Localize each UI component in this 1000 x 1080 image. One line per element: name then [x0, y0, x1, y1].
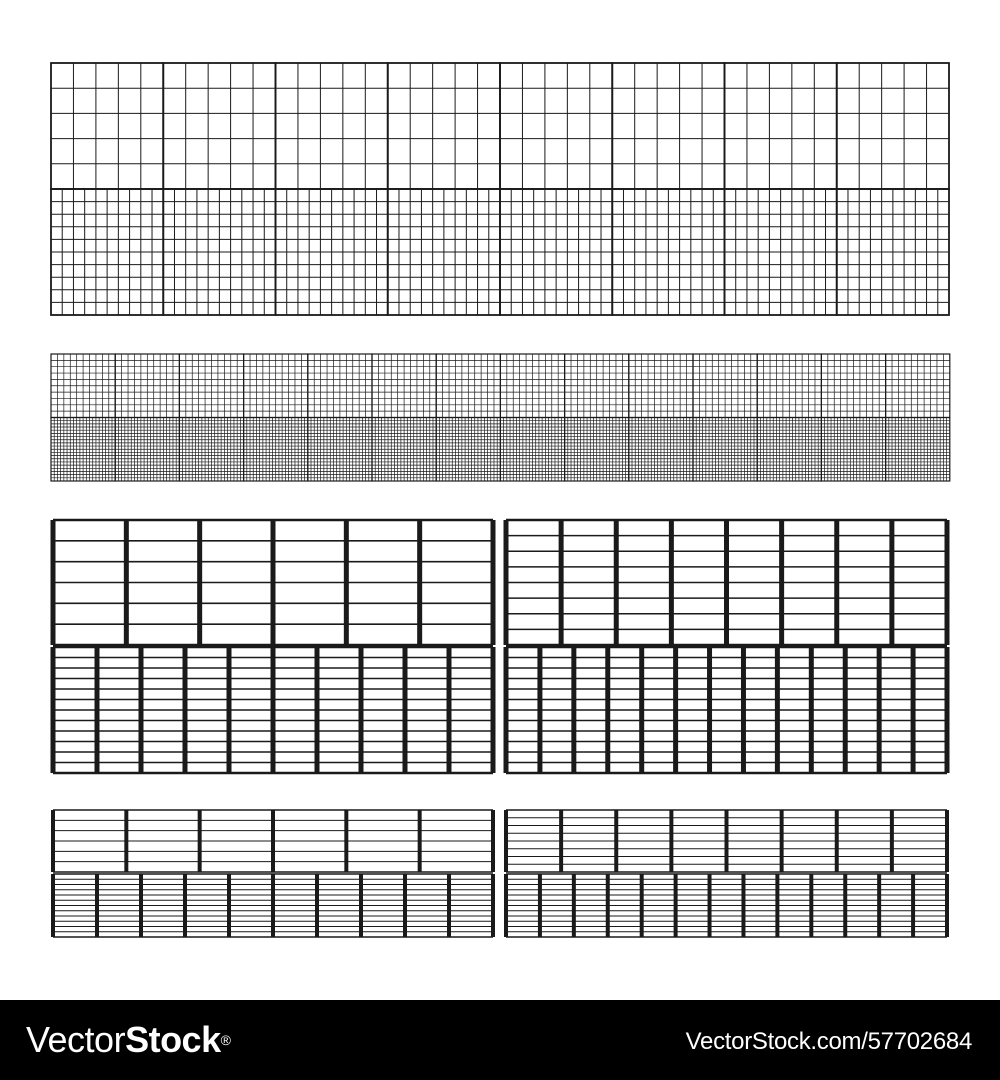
- logo-text-bold: Stock: [125, 1019, 221, 1060]
- grid-swatch-tile: [693, 418, 757, 482]
- grid-swatch-tile: [51, 63, 163, 189]
- grid-swatch-tile: [308, 354, 372, 418]
- grid-swatch-tile: [693, 354, 757, 418]
- tile-border: [51, 63, 163, 189]
- vectorstock-logo: [26, 1018, 230, 1062]
- brick-column-group-heavy: [53, 520, 947, 773]
- grid-swatch-tile: [837, 63, 949, 189]
- grid-swatch-tile: [163, 63, 275, 189]
- grid-swatch-tile: [372, 354, 436, 418]
- grid-swatch-tile: [244, 418, 308, 482]
- watermark-footer: [0, 1000, 1000, 1080]
- grid-swatch-tile: [629, 418, 693, 482]
- grid-swatch-tile: [388, 189, 500, 315]
- grid-swatch-tile: [308, 418, 372, 482]
- grid-swatch-tile: [821, 418, 885, 482]
- brick-swatch-panel: [53, 520, 493, 645]
- grid-swatch-tile: [436, 418, 500, 482]
- grid-swatch-tile: [179, 354, 243, 418]
- grid-swatch-tile: [886, 418, 950, 482]
- brick-swatch-panel: [506, 810, 947, 872]
- grid-swatch-tile: [276, 63, 388, 189]
- square-grid-group-large: [51, 63, 949, 315]
- grid-swatch-tile: [500, 63, 612, 189]
- grid-swatch-tile: [179, 418, 243, 482]
- grid-swatch-tile: [388, 63, 500, 189]
- grid-swatch-tile: [757, 418, 821, 482]
- tile-border: [388, 63, 500, 189]
- brick-column-group-thin: [53, 810, 947, 937]
- grid-swatch-tile: [115, 354, 179, 418]
- registered-mark: ®: [220, 1032, 231, 1048]
- brick-swatch-panel: [506, 647, 947, 773]
- grid-swatch-tile: [612, 63, 724, 189]
- tile-border: [163, 63, 275, 189]
- grid-swatch-tile: [821, 354, 885, 418]
- grid-swatch-tile: [612, 189, 724, 315]
- tile-border: [725, 63, 837, 189]
- grid-swatch-tile: [886, 354, 950, 418]
- grid-swatch-tile: [436, 354, 500, 418]
- brick-swatch-panel: [53, 874, 493, 937]
- square-grid-group-small: [51, 354, 950, 481]
- logo-text-regular: Vector: [26, 1019, 126, 1060]
- grid-swatch-tile: [565, 418, 629, 482]
- image-id-text: VectorStock.com/57702684: [685, 1028, 972, 1055]
- grid-swatch-tile: [372, 418, 436, 482]
- grid-swatch-tile: [500, 189, 612, 315]
- tile-border: [276, 63, 388, 189]
- grid-swatch-tile: [276, 189, 388, 315]
- grid-swatch-tile: [51, 418, 115, 482]
- grid-swatch-tile: [565, 354, 629, 418]
- grid-swatch-tile: [629, 354, 693, 418]
- grid-swatch-tile: [51, 189, 163, 315]
- grid-swatch-tile: [244, 354, 308, 418]
- brick-swatch-panel: [53, 647, 493, 773]
- grid-swatch-tile: [500, 354, 564, 418]
- grid-swatch-tile: [500, 418, 564, 482]
- grid-swatch-tile: [163, 189, 275, 315]
- grid-swatch-tile: [837, 189, 949, 315]
- grid-swatch-tile: [115, 418, 179, 482]
- tile-border: [837, 63, 949, 189]
- grid-swatch-tile: [725, 189, 837, 315]
- brick-swatch-panel: [506, 874, 947, 937]
- grid-swatch-tile: [757, 354, 821, 418]
- grid-swatch-tile: [725, 63, 837, 189]
- brick-swatch-panel: [506, 520, 947, 645]
- tile-border: [500, 63, 612, 189]
- brick-swatch-panel: [53, 810, 493, 872]
- grid-swatch-tile: [51, 354, 115, 418]
- tile-border: [612, 63, 724, 189]
